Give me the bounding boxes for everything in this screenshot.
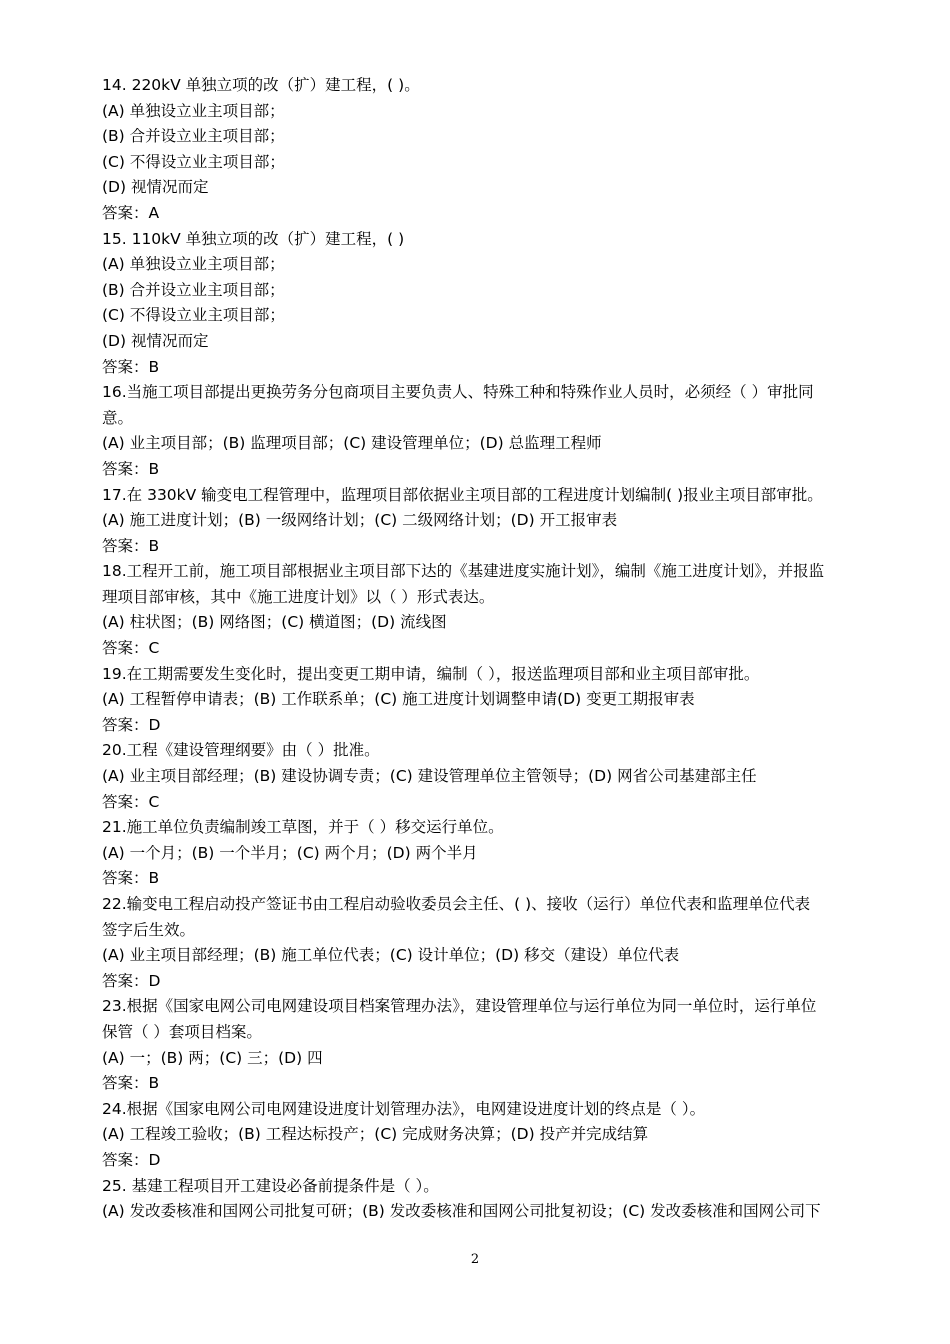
document-body — [102, 73, 880, 1225]
option-line: (A) 单独设立业主项目部； — [102, 101, 285, 120]
answer-line: 答案：C — [102, 792, 160, 811]
answer-line: 答案：B — [102, 536, 160, 555]
option-line: (B) 合并设立业主项目部； — [102, 127, 285, 146]
text-line: 保管（ ）套项目档案。 — [102, 1022, 262, 1041]
question-line: 14. 220kV 单独立项的改（扩）建工程，( )。 — [102, 76, 420, 94]
question-line: 24.根据《国家电网公司电网建设进度计划管理办法》，电网建设进度计划的终点是（ ）。 — [102, 1099, 706, 1118]
option-line: (A) 业主项目部经理；(B) 建设协调专责；(C) 建设管理单位主管领导；(D) 网省公司基建部主任 — [102, 767, 757, 786]
question-line: 16.当施工项目部提出更换劳务分包商项目主要负责人、特殊工种和特殊作业人员时，必须经（ ）审批同 — [102, 383, 814, 402]
option-line: (A) 施工进度计划；(B) 一级网络计划；(C) 二级网络计划；(D) 开工报审表 — [102, 511, 618, 530]
option-line: (A) 工程竣工验收；(B) 工程达标投产；(C) 完成财务决算；(D) 投产并完成结算 — [102, 1125, 649, 1144]
option-line: (A) 一；(B) 两；(C) 三；(D) 四 — [102, 1048, 323, 1067]
option-line: (A) 业主项目部；(B) 监理项目部；(C) 建设管理单位；(D) 总监理工程师 — [102, 434, 602, 453]
option-line: (A) 工程暂停申请表；(B) 工作联系单；(C) 施工进度计划调整申请(D) 变更工期报审表 — [102, 690, 695, 709]
answer-line: 答案：D — [102, 715, 161, 734]
page-number: 2 — [470, 1252, 480, 1267]
option-line: (B) 合并设立业主项目部； — [102, 280, 285, 299]
option-line: (D) 视情况而定 — [102, 178, 209, 197]
question-line: 20.工程《建设管理纲要》由（ ）批准。 — [102, 741, 380, 760]
option-line: (A) 一个月；(B) 一个半月；(C) 两个月；(D) 两个半月 — [102, 843, 478, 862]
text-line: 签字后生效。 — [102, 920, 196, 939]
text-line: 意。 — [102, 408, 134, 427]
answer-line: 答案：B — [102, 869, 160, 888]
question-line: 22.输变电工程启动投产签证书由工程启动验收委员会主任、( )、接收（运行）单位代表和监理单位代表 — [102, 895, 811, 913]
option-line: (A) 发改委核准和国网公司批复可研；(B) 发改委核准和国网公司批复初设；(C) 发改委核准和国网公司下 — [102, 1202, 821, 1221]
answer-line: 答案：C — [102, 639, 160, 658]
question-line: 23.根据《国家电网公司电网建设项目档案管理办法》，建设管理单位与运行单位为同一单位时，运行单位 — [102, 997, 817, 1016]
text-line: 理项目部审核，其中《施工进度计划》以（ ）形式表达。 — [102, 587, 495, 606]
answer-line: 答案：D — [102, 1150, 161, 1169]
answer-line: 答案：D — [102, 971, 161, 990]
answer-line: 答案：B — [102, 1074, 160, 1093]
question-line: 15. 110kV 单独立项的改（扩）建工程，( ) — [102, 229, 405, 248]
question-line: 18.工程开工前，施工项目部根据业主项目部下达的《基建进度实施计划》，编制《施工进度计划》，并报监 — [102, 562, 825, 581]
answer-line: 答案：B — [102, 459, 160, 478]
question-line: 25. 基建工程项目开工建设必备前提条件是（ ）。 — [102, 1176, 439, 1195]
option-line: (D) 视情况而定 — [102, 331, 209, 350]
option-line: (A) 单独设立业主项目部； — [102, 255, 285, 274]
question-line: 17.在 330kV 输变电工程管理中，监理项目部依据业主项目部的工程进度计划编制( )报业主项目部审批。 — [102, 485, 823, 504]
answer-line: 答案：B — [102, 357, 160, 376]
question-line: 21.施工单位负责编制竣工草图，并于（ ）移交运行单位。 — [102, 818, 504, 837]
option-line: (A) 业主项目部经理；(B) 施工单位代表；(C) 设计单位；(D) 移交（建设）单位代表 — [102, 946, 680, 965]
answer-line: 答案：A — [102, 203, 160, 222]
question-line: 19.在工期需要发生变化时，提出变更工期申请，编制（ ），报送监理项目部和业主项目部审批。 — [102, 664, 760, 683]
option-line: (A) 柱状图；(B) 网络图；(C) 横道图；(D) 流线图 — [102, 613, 447, 632]
option-line: (C) 不得设立业主项目部； — [102, 152, 285, 171]
option-line: (C) 不得设立业主项目部； — [102, 306, 285, 325]
